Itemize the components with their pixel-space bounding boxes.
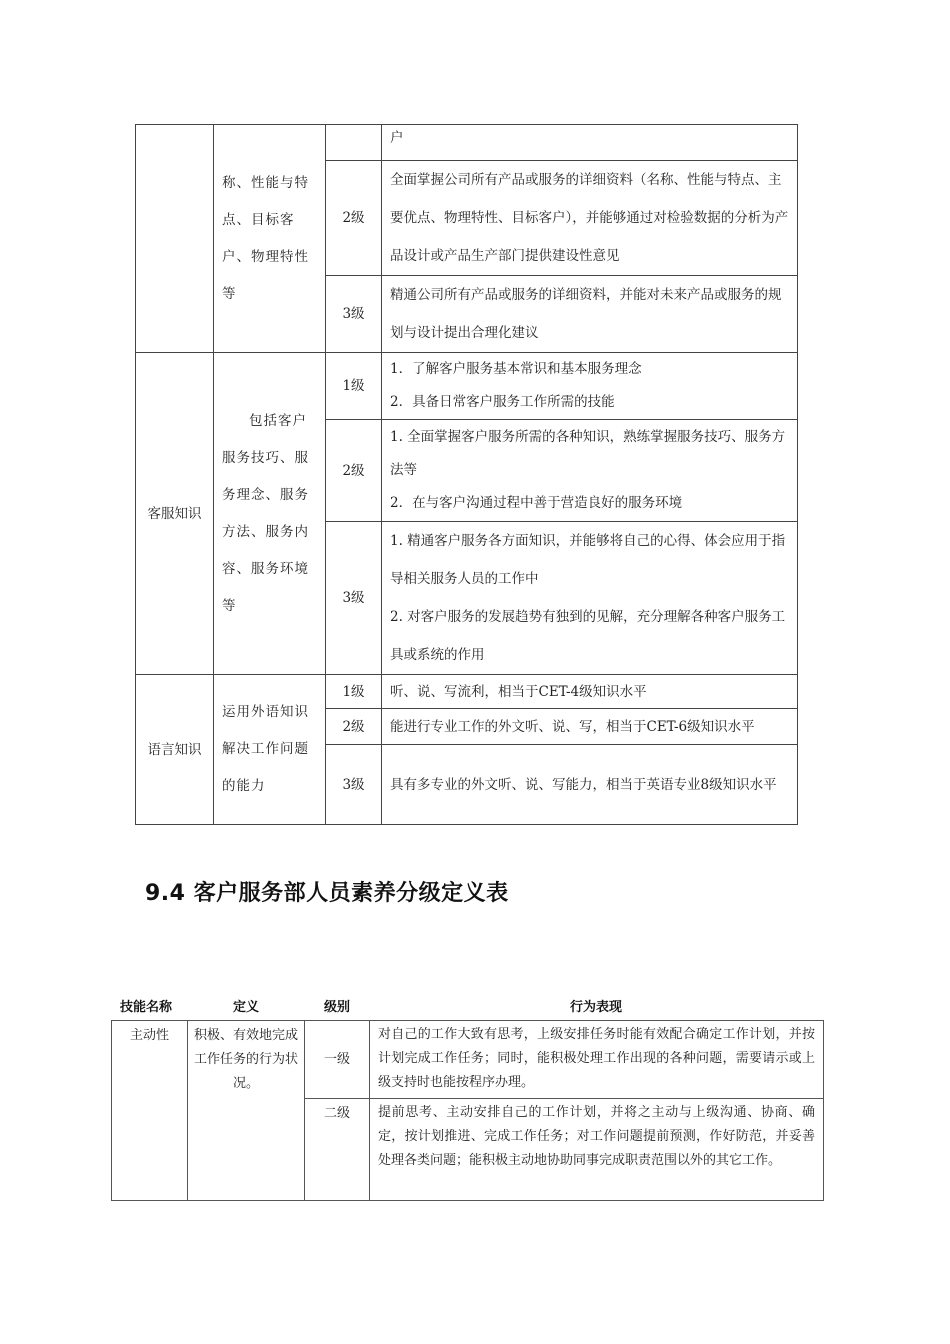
definition-cell xyxy=(214,675,326,825)
level-cell: 3级 xyxy=(326,745,382,825)
description-line: 2．在与客户沟通过程中善于营造良好的服务环境 xyxy=(390,495,683,511)
header-behavior: 行为表现 xyxy=(570,1000,623,1015)
description-line: 1. 全面掌握客户服务所需的各种知识，熟练掌握服务技巧、服务方法等 xyxy=(390,429,786,478)
definition-text: 运用外语知识解决工作问题的能力 xyxy=(222,704,309,794)
header-skill: 技能名称 xyxy=(120,1000,173,1015)
behavior-cell: 提前思考、主动安排自己的工作计划，并将之主动与上级沟通、协商、确定，按计划推进、完成工作任务；对工作问题提前预测，作好防范，并妥善处理各类问题；能积极主动地协助同事完成职责范围以外的其它工作。 xyxy=(370,1099,824,1201)
description-cell: 户 xyxy=(382,125,798,161)
description-cell xyxy=(382,353,798,420)
description-text: 精通公司所有产品或服务的详细资料，并能对未来产品或服务的规划与设计提出合理化建议 xyxy=(390,287,782,341)
header-level: 级别 xyxy=(324,1000,351,1015)
description-cell xyxy=(382,420,798,522)
level-cell: 一级 xyxy=(305,1021,370,1099)
skill-name-cell: 主动性 xyxy=(112,1021,188,1201)
level-cell: 二级 xyxy=(305,1099,370,1201)
behavior-cell: 对自己的工作大致有思考，上级安排任务时能有效配合确定工作计划，并按计划完成工作任务；同时，能积极处理工作出现的各种问题，需要请示或上级支持时也能按程序办理。 xyxy=(370,1021,824,1099)
description-cell xyxy=(382,276,798,353)
category-cell-empty xyxy=(136,125,214,353)
definition-cell xyxy=(214,353,326,675)
level-cell: 1级 xyxy=(326,353,382,420)
level-cell: 3级 xyxy=(326,276,382,353)
competency-table xyxy=(111,1020,824,1201)
description-text: 全面掌握公司所有产品或服务的详细资料（名称、性能与特点、主要优点、物理特性、目标客户），并能够通过对检验数据的分析为产品设计或产品生产部门提供建设性意见 xyxy=(390,172,789,264)
description-cell: 能进行专业工作的外文听、说、写，相当于CET-6级知识水平 xyxy=(382,709,798,745)
definition-text: 包括客户服务技巧、服务理念、服务方法、服务内容、服务环境等 xyxy=(222,412,309,614)
section-title: 9.4 客户服务部人员素养分级定义表 xyxy=(145,881,509,906)
description-cell: 具有多专业的外文听、说、写能力，相当于英语专业8级知识水平 xyxy=(382,745,798,825)
skill-definition-cell: 积极、有效地完成工作任务的行为状况。 xyxy=(188,1021,305,1201)
level-cell: 2级 xyxy=(326,709,382,745)
level-cell xyxy=(326,125,382,161)
header-definition: 定义 xyxy=(233,1000,260,1015)
description-cell: 听、说、写流利，相当于CET-4级知识水平 xyxy=(382,675,798,709)
knowledge-table xyxy=(135,124,798,825)
description-cell xyxy=(382,522,798,675)
description-line: 1．了解客户服务基本常识和基本服务理念 xyxy=(390,361,642,377)
description-line: 1. 精通客户服务各方面知识，并能够将自己的心得、体会应用于指导相关服务人员的工作中 xyxy=(390,533,786,587)
description-cell xyxy=(382,161,798,276)
level-cell: 1级 xyxy=(326,675,382,709)
description-line: 2. 对客户服务的发展趋势有独到的见解，充分理解各种客户服务工具或系统的作用 xyxy=(390,609,786,663)
category-cell: 语言知识 xyxy=(136,675,214,825)
level-cell: 2级 xyxy=(326,420,382,522)
definition-text: 称、性能与特点、目标客户、物理特性等 xyxy=(222,174,309,302)
level-cell: 3级 xyxy=(326,522,382,675)
category-cell: 客服知识 xyxy=(136,353,214,675)
definition-cell xyxy=(214,125,326,353)
description-line: 2．具备日常客户服务工作所需的技能 xyxy=(390,394,615,410)
level-cell: 2级 xyxy=(326,161,382,276)
